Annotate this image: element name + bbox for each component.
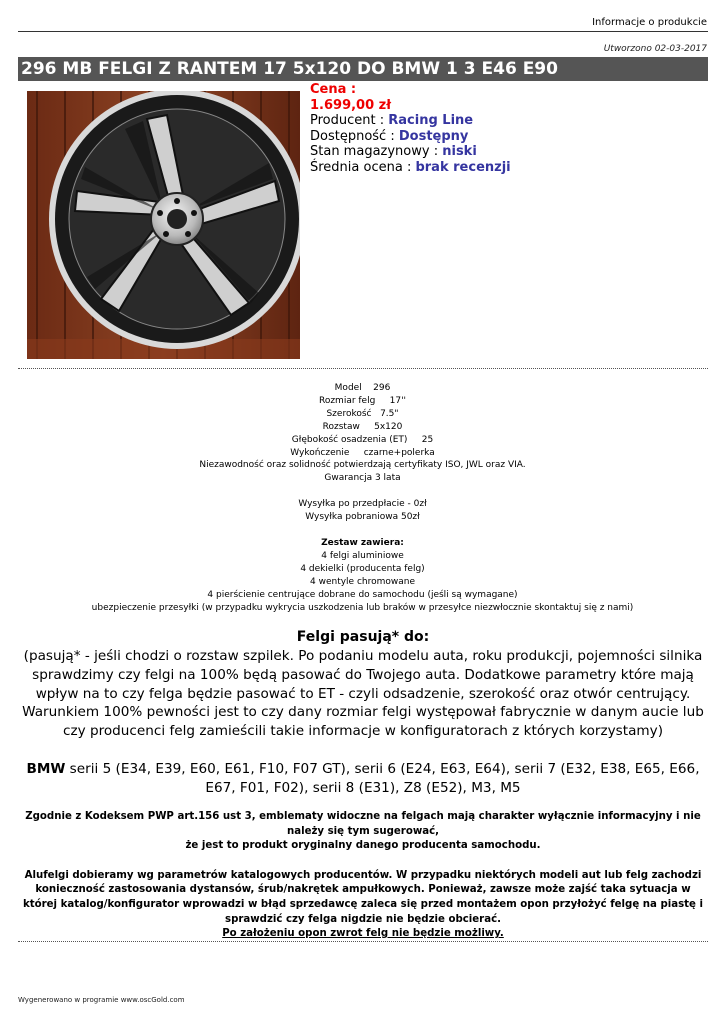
divider-top [18,368,708,369]
stock-row: Stan magazynowy : niski [310,144,477,160]
spec-line: Rozmiar felg 17'' [318,395,407,406]
footer-text: Wygenerowano w programie www.oscGold.com [18,996,185,1004]
spec-line: Wykończenie czarne+polerka [290,447,435,458]
kit-item: 4 wentyle chromowane [310,576,415,587]
spec-line: Model 296 [334,383,391,393]
specs-block [0,382,725,615]
rating-value: brak recenzji [415,159,511,175]
kit-item: 4 dekielki (producenta felg) [300,563,425,574]
fitment-body: (pasują* - jeśli chodzi o rozstaw szpilek. Po podaniu modelu auta, roku produkcji, pojemności silnika sprawdzimy czy felgi na 100% będą pasować do Twojego auta. Dodatkowe parametry które mają wpływ na to czy felga będzie pasować to ET - czyli odsadzenie, szerokość oraz otwór centrujący. Warunkiem 100% pewności jest to czy dany rozmiar felgi występował fabrycznie w danym aucie lub czy producenci felg zamieścili takie informacje w konfiguratorach z których korzystamy) [22,648,704,740]
spec-line: Niezawodność oraz solidność potwierdzają certyfikaty ISO, JWL oraz VIA. [199,460,526,471]
spec-line: Głębokość osadzenia (ET) 25 [291,434,434,445]
legal-paragraph: Alufelgi dobieramy wg parametrów katalogowych producentów. W przypadku niektórych modeli aut lub felg zachodzi konieczność zastosowania dystansów, śrub/nakrętek ampułkowych. Ponieważ, zawsze może zajść taka sytuacja w której katalog/konfigurator wprowadzi w błąd sprzedawcę zaleca się przed montażem opon przyłożyć felgę na piastę i sprawdzić czy felga nigdzie nie będzie obcierać. [22,869,703,925]
spec-line: Gwarancja 3 lata [324,473,401,484]
fitment-block [18,628,708,798]
producer-link[interactable]: Racing Line [388,113,474,129]
fitment-model-list: serii 5 (E34, E39, E60, E61, F10, F07 GT), serii 6 (E24, E63, E64), serii 7 (E32, E38, E65, E66, E67, F01, F02), serii 8 (E31), Z8 (E52), M3, M5 [65,760,700,796]
section-title: Informacje o produkcie [592,17,707,28]
fitment-models [18,760,708,798]
availability-value: Dostępny [398,128,469,144]
price-value: 1.699,00 zł [310,97,392,113]
legal-line-2: że jest to produkt oryginalny danego producenta samochodu. [185,840,541,852]
kit-item: 4 felgi aluminiowe [321,550,404,561]
created-date: Utworzono 02-03-2017 [603,44,707,54]
header-divider [18,31,708,32]
product-title: 296 MB FELGI Z RANTEM 17 5x120 DO BMW 1 3 E46 E90 [18,57,708,81]
shipping-line: Wysyłka po przedpłacie - 0zł [298,499,427,510]
divider-bottom [18,941,708,942]
spec-line: Szerokość 7.5" [326,408,399,419]
kit-item: ubezpieczenie przesyłki (w przypadku wykrycia uszkodzenia lub braków w przesyłce niezwłocznie skontaktuj się z nami) [91,602,634,613]
stock-value: niski [442,144,477,160]
product-image [27,91,300,359]
price-label: Cena : [310,82,357,97]
legal-block [18,810,708,942]
shipping-line: Wysyłka pobraniowa 50zł [305,512,420,523]
legal-line-1: Zgodnie z Kodeksem PWP art.156 ust 3, emblematy widoczne na felgach mają charakter wyłącznie informacyjny i nie należy się tym sugerować, [25,811,701,837]
kit-title: Zestaw zawiera: [321,538,404,549]
spec-line: Rozstaw 5x120 [322,421,403,432]
availability-row: Dostępność : Dostępny [310,128,469,144]
producer-row: Producent : Racing Line [310,113,474,129]
fitment-brand: BMW [26,760,66,777]
rating-row: Średnia ocena : brak recenzji [310,159,511,175]
return-note: Po założeniu opon zwrot felg nie będzie możliwy. [222,928,504,940]
kit-item: 4 pierścienie centrujące dobrane do samochodu (jeśli są wymagane) [207,589,518,600]
product-info [310,82,511,176]
fitment-title: Felgi pasują* do: [296,629,430,645]
